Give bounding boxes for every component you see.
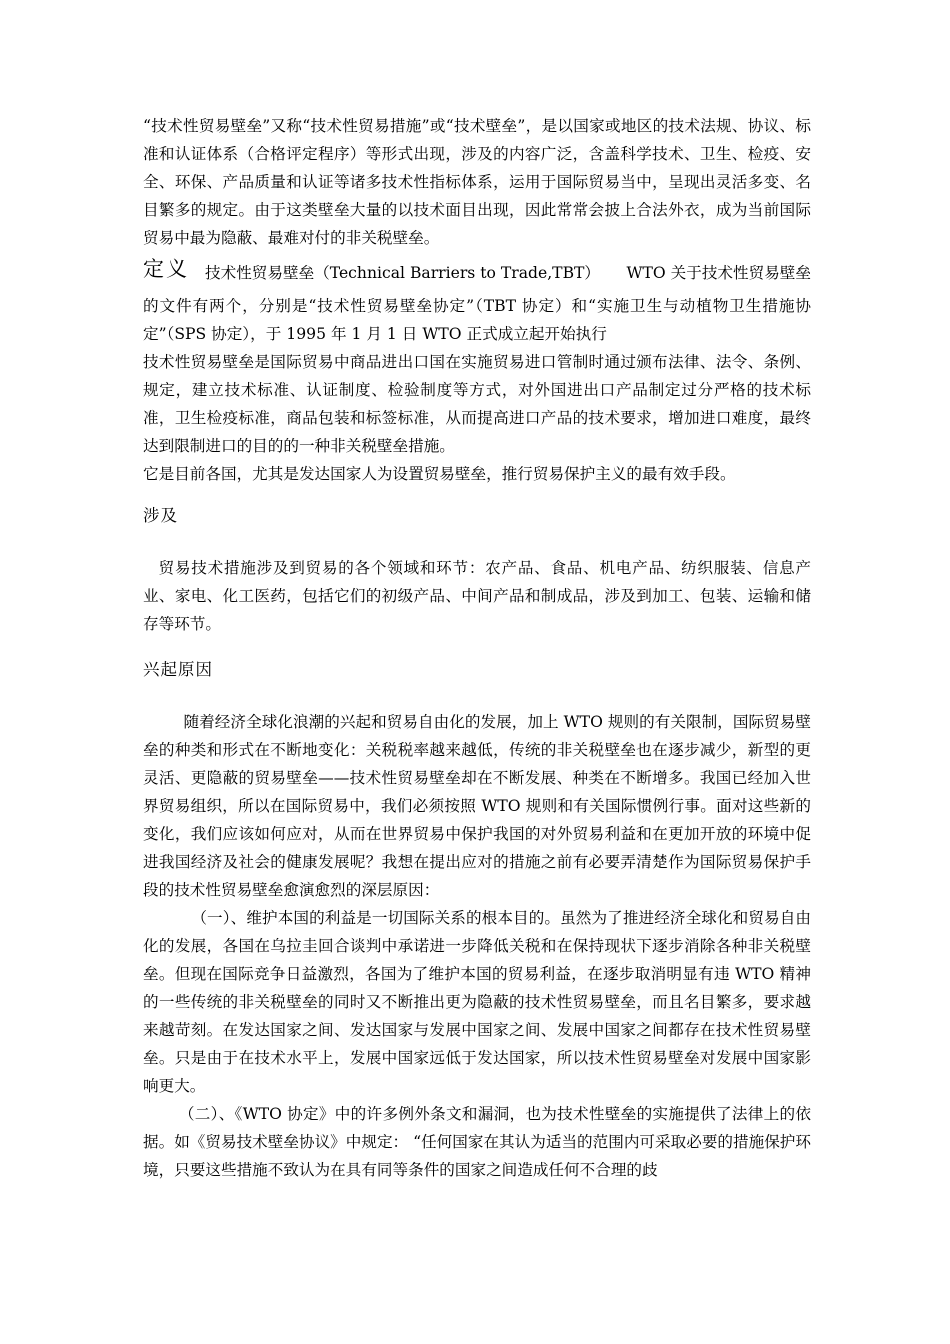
intro-paragraph: “技术性贸易壁垒”又称“技术性贸易措施”或“技术壁垒”，是以国家或地区的技术法规、协议、标准和认证体系（合格评定程序）等形式出现，涉及的内容广泛，含盖科学技术、卫生、检疫、安全、环保、产品质量和认证等诸多技术性指标体系，运用于国际贸易当中，呈现出灵活多变、名目繁多的规定。由于这类壁垒大量的以技术面目出现，因此常常会披上合法外衣，成为当前国际贸易中最为隐蔽、最难对付的非关税壁垒。 bbox=[143, 117, 811, 247]
definition-heading: 定义 bbox=[143, 257, 189, 281]
origin-heading: 兴起原因 bbox=[143, 660, 213, 679]
definition-paragraph-2: 技术性贸易壁垒是国际贸易中商品进出口国在实施贸易进口管制时通过颁布法律、法令、条例、规定，建立技术标准、认证制度、检验制度等方式，对外国进出口产品制定过分严格的技术标准，卫生检疫标准，商品包装和标签标准，从而提高进口产品的技术要求，增加进口难度，最终达到限制进口的目的的一种非关税壁垒措施。 bbox=[143, 353, 811, 455]
definition-wto-label: WTO 关于技术性贸易壁垒 bbox=[626, 264, 811, 282]
document-body bbox=[143, 112, 811, 1184]
definition-paragraph-3: 它是目前各国，尤其是发达国家人为设置贸易壁垒，推行贸易保护主义的最有效手段。 bbox=[143, 465, 736, 483]
origin-paragraph-2: （一）、维护本国的利益是一切国际关系的根本目的。虽然为了推进经济全球化和贸易自由化的发展，各国在乌拉圭回合谈判中承诺进一步降低关税和在保持现状下逐步消除各种非关税壁垒。但现在国际竞争日益激烈，各国为了维护本国的贸易利益，在逐步取消明显有违 WTO 精神的一些传统的非关税壁垒的同时又不断推出更为隐蔽的技术性贸易壁垒，而且名目繁多，要求越来越苛刻。在发达国家之间、发达国家与发展中国家之间、发展中国家之间都存在技术性贸易壁垒。只是由于在技术水平上，发展中国家远低于发达国家，所以技术性贸易壁垒对发展中国家影响更大。 bbox=[143, 909, 811, 1095]
scope-heading: 涉及 bbox=[143, 506, 178, 525]
definition-paragraph-1: 的文件有两个，分别是“技术性贸易壁垒协定”（TBT 协定）和“实施卫生与动植物卫生措施协定”（SPS 协定），于 1995 年 1 月 1 日 WTO 正式成立起开始执行 bbox=[143, 297, 811, 343]
origin-paragraph-1: 随着经济全球化浪潮的兴起和贸易自由化的发展，加上 WTO 规则的有关限制，国际贸易壁垒的种类和形式在不断地变化：关税税率越来越低，传统的非关税壁垒也在逐步减少，新型的更灵活、更隐蔽的贸易壁垒——技术性贸易壁垒却在不断发展、种类在不断增多。我国已经加入世界贸易组织，所以在国际贸易中，我们必须按照 WTO 规则和有关国际惯例行事。面对这些新的变化，我们应该如何应对，从而在世界贸易中保护我国的对外贸易利益和在更加开放的环境中促进我国经济及社会的健康发展呢？我想在提出应对的措施之前有必要弄清楚作为国际贸易保护手段的技术性贸易壁垒愈演愈烈的深层原因： bbox=[143, 713, 811, 899]
definition-tbt-label: 技术性贸易壁垒（Technical Barriers to Trade,TBT） bbox=[205, 264, 601, 282]
origin-paragraph-3: （二）、《WTO 协定》中的许多例外条文和漏洞，也为技术性壁垒的实施提供了法律上的依据。如《贸易技术壁垒协议》中规定： “任何国家在其认为适当的范围内可采取必要的措施保护环境，只要这些措施不致认为在具有同等条件的国家之间造成任何不合理的歧 bbox=[143, 1105, 811, 1179]
scope-paragraph: 贸易技术措施涉及到贸易的各个领域和环节：农产品、食品、机电产品、纺织服装、信息产业、家电、化工医药，包括它们的初级产品、中间产品和制成品，涉及到加工、包装、运输和储存等环节。 bbox=[143, 559, 811, 633]
definition-line bbox=[143, 256, 811, 290]
